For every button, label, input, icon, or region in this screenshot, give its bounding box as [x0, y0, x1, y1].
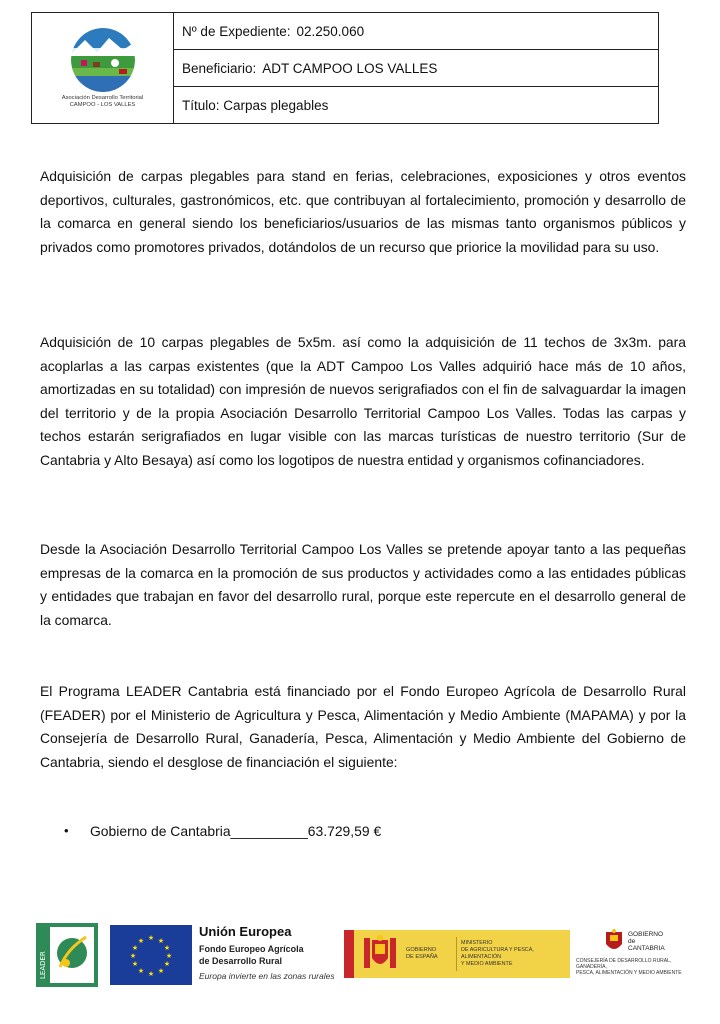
funding-paragraph: El Programa LEADER Cantabria está financiado por el Fondo Europeo Agrícola de Desarrollo Rural (FEADER) por el Ministerio de Agricultura y Pesca, Alimentación y Medio Ambiente (MAPAMA) y por la Consejería de Desarrollo Rural, Ganadería, Pesca, Alimentación y Medio Ambiente del Gobierno de Cantabria, siendo el desglose de financiación el siguiente:: [40, 683, 686, 770]
funding-logos-footer: [0, 918, 720, 998]
eu-title: Unión Europea: [199, 924, 292, 939]
bullet-icon: •: [64, 823, 69, 838]
svg-text:★: ★: [137, 967, 145, 975]
svg-text:★: ★: [157, 967, 165, 975]
svg-text:★: ★: [137, 937, 145, 945]
spain-coat-of-arms-icon: [358, 932, 402, 976]
association-logo-text: Asociación Desarrollo Territorial CAMPOO - LOS VALLES: [61, 94, 144, 108]
leader-label: LEADER: [39, 951, 47, 979]
beneficiario-label: Beneficiario:: [182, 60, 257, 76]
spain-flag-stripe: [344, 930, 354, 978]
svg-text:★: ★: [129, 952, 137, 960]
svg-text:★: ★: [147, 970, 155, 978]
expediente-value: 02.250.060: [296, 23, 365, 39]
titulo-text: Título: Carpas plegables: [182, 97, 329, 113]
eu-flag-icon: [110, 925, 192, 985]
svg-text:★: ★: [157, 937, 165, 945]
association-logo-cell: [32, 13, 174, 123]
gobierno-cantabria-text: GOBIERNO de CANTABRIA: [628, 930, 665, 952]
eu-tagline: Europa invierte en las zonas rurales: [199, 971, 335, 981]
cantabria-coat-of-arms-icon: [604, 928, 624, 954]
svg-text:★: ★: [163, 960, 171, 968]
project-header-table: [31, 12, 659, 124]
leader-logo-icon: [36, 923, 98, 987]
eu-text-block: [199, 924, 335, 981]
funding-list-item: [64, 821, 381, 841]
gobierno-espana-text: GOBIERNO DE ESPAÑA: [406, 947, 438, 960]
beneficiario-row: [174, 50, 658, 87]
beneficiario-value: ADT CAMPOO LOS VALLES: [262, 60, 438, 76]
description-paragraph-1: Adquisición de carpas plegables para stand en ferias, celebraciones, exposiciones y otros eventos deportivos, culturales, gastronómicos, etc. que contribuyan al fortalecimiento, promoción y desarrollo de la comarca en general siendo los beneficiarios/usuarios de las mismas tanto organismos públicos y privados como promotores privados, dotándolos de un recurso que priorice la movilidad para su uso.: [40, 168, 686, 255]
gobierno-espana-logo: [344, 930, 570, 978]
expediente-row: [174, 13, 658, 50]
description-paragraph-2: Adquisición de 10 carpas plegables de 5x5m. así como la adquisición de 11 techos de 3x3m. para acoplarlas a las carpas existentes (que la ADT Campoo Los Valles adquirió hace más de 10 años, amortizadas en su totalidad) con impresión de nuevos serigrafiados con el fin de salvaguardar la imagen del territorio y de la propia Asociación Desarrollo Territorial Campoo Los Valles. Todas las carpas y techos estarán serigrafiados en lugar visible con las marcas turísticas de nuestro territorio (Sur de Cantabria y Alto Besaya) así como los logotipos de nuestra entidad y organismos cofinanciadores.: [40, 334, 686, 468]
svg-text:★: ★: [163, 944, 171, 952]
description-paragraph-3: Desde la Asociación Desarrollo Territorial Campoo Los Valles se pretende apoyar tanto a las pequeñas empresas de la comarca en la promoción de sus productos y actividades como a las entidades públicas y entidades que trabajan en favor del desarrollo rural, porque este repercute en el desarrollo general de la comarca.: [40, 541, 686, 628]
eu-fund-name: Fondo Europeo Agrícola de Desarrollo Rural: [199, 944, 304, 966]
association-logo-icon: [71, 28, 135, 92]
svg-text:★: ★: [147, 934, 155, 942]
ministerio-text: MINISTERIO DE AGRICULTURA Y PESCA, ALIMENTACIÓN Y MEDIO AMBIENTE: [461, 940, 534, 967]
divider: [456, 937, 457, 971]
svg-text:★: ★: [131, 960, 139, 968]
svg-text:★: ★: [131, 944, 139, 952]
expediente-label: Nº de Expediente:: [182, 23, 291, 39]
funding-amount-text: Gobierno de Cantabria__________63.729,59 €: [90, 823, 382, 839]
gobierno-cantabria-logo: [576, 928, 696, 976]
consejeria-text: CONSEJERÍA DE DESARROLLO RURAL, GANADERÍA, PESCA, ALIMENTACIÓN Y MEDIO AMBIENTE: [576, 958, 682, 976]
svg-text:★: ★: [165, 952, 173, 960]
titulo-row: [174, 87, 658, 123]
